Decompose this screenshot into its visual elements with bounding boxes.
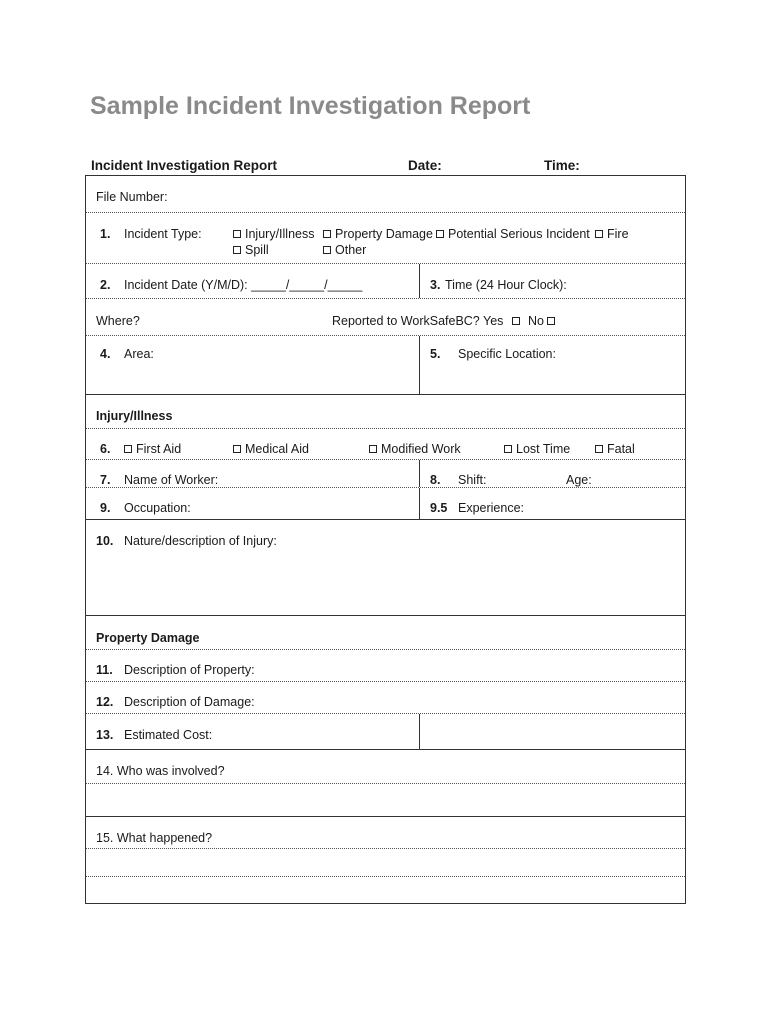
checkbox-icon[interactable] <box>595 445 603 453</box>
property-section-row <box>86 616 685 650</box>
nature-label[interactable]: Nature/description of Injury: <box>124 534 277 548</box>
option-other[interactable]: Other <box>323 243 366 257</box>
incident-form <box>85 175 686 904</box>
who-involved-label: 14. Who was involved? <box>96 764 225 778</box>
checkbox-icon[interactable] <box>547 317 555 325</box>
area-label[interactable]: Area: <box>124 347 154 361</box>
est-cost-num: 13. <box>96 728 114 742</box>
area-num: 4. <box>100 347 111 361</box>
experience-label[interactable]: Experience: <box>458 501 525 515</box>
option-medical-aid[interactable]: Medical Aid <box>233 442 309 456</box>
what-happened-answer-2[interactable] <box>86 877 685 903</box>
file-number-row <box>86 176 685 213</box>
checkbox-icon[interactable] <box>504 445 512 453</box>
option-injury-illness[interactable]: Injury/Illness <box>233 227 314 241</box>
where-label: Where? <box>96 314 140 328</box>
specific-location-num: 5. <box>430 347 441 361</box>
specific-location-label[interactable]: Specific Location: <box>458 347 556 361</box>
desc-property-label[interactable]: Description of Property: <box>124 663 255 677</box>
reported-label: Reported to WorkSafeBC? Yes <box>332 314 504 328</box>
property-section-heading: Property Damage <box>96 631 200 645</box>
incident-date-num: 2. <box>100 278 111 292</box>
what-happened-row <box>86 817 685 849</box>
worker-name-num: 7. <box>100 473 111 487</box>
nature-row <box>86 520 685 616</box>
incident-date-row <box>86 264 685 299</box>
occupation-label[interactable]: Occupation: <box>124 501 191 515</box>
shift-label[interactable]: Shift: <box>458 473 487 487</box>
desc-damage-num: 12. <box>96 695 114 709</box>
option-fire[interactable]: Fire <box>595 227 629 241</box>
file-number-label[interactable]: File Number: <box>96 190 168 204</box>
age-label[interactable]: Age: <box>566 473 592 487</box>
worker-name-label[interactable]: Name of Worker: <box>124 473 219 487</box>
time-label: Time: <box>544 158 580 173</box>
incident-type-row <box>86 213 685 264</box>
checkbox-icon[interactable] <box>233 246 241 254</box>
incident-date-label[interactable]: Incident Date (Y/M/D): _____/_____/_____ <box>124 278 363 292</box>
area-row <box>86 336 685 395</box>
est-cost-label[interactable]: Estimated Cost: <box>124 728 213 742</box>
injury-section-row <box>86 395 685 429</box>
time-24-num: 3. <box>430 278 441 292</box>
who-involved-answer[interactable] <box>86 784 685 817</box>
column-divider <box>419 336 420 394</box>
occupation-row <box>86 488 685 520</box>
checkbox-icon[interactable] <box>595 230 603 238</box>
option-lost-time[interactable]: Lost Time <box>504 442 570 456</box>
desc-property-row <box>86 650 685 682</box>
checkbox-icon[interactable] <box>124 445 132 453</box>
option-first-aid[interactable]: First Aid <box>124 442 181 456</box>
injury-section-heading: Injury/Illness <box>96 409 173 423</box>
occupation-num: 9. <box>100 501 111 515</box>
est-cost-row <box>86 714 685 750</box>
experience-num: 9.5 <box>430 501 448 515</box>
incident-type-num: 1. <box>100 227 111 241</box>
shift-num: 8. <box>430 473 441 487</box>
column-divider <box>419 714 420 749</box>
option-property-damage[interactable]: Property Damage <box>323 227 433 241</box>
column-divider <box>419 488 420 519</box>
desc-property-num: 11. <box>96 663 113 677</box>
nature-num: 10. <box>96 534 114 548</box>
what-happened-label: 15. What happened? <box>96 831 213 845</box>
injury-options-row <box>86 429 685 460</box>
checkbox-icon[interactable] <box>369 445 377 453</box>
injury-options-num: 6. <box>100 442 111 456</box>
where-row <box>86 299 685 336</box>
incident-type-label: Incident Type: <box>124 227 202 241</box>
reported-yes-option[interactable] <box>512 314 524 328</box>
who-involved-row <box>86 750 685 784</box>
checkbox-icon[interactable] <box>233 230 241 238</box>
checkbox-icon[interactable] <box>512 317 520 325</box>
checkbox-icon[interactable] <box>323 230 331 238</box>
option-spill[interactable]: Spill <box>233 243 269 257</box>
desc-damage-row <box>86 682 685 714</box>
worker-name-row <box>86 460 685 488</box>
option-fatal[interactable]: Fatal <box>595 442 635 456</box>
what-happened-answer-1[interactable] <box>86 849 685 877</box>
checkbox-icon[interactable] <box>233 445 241 453</box>
date-label: Date: <box>408 158 442 173</box>
column-divider <box>419 460 420 487</box>
reported-no-option[interactable]: No <box>528 314 559 328</box>
report-label: Incident Investigation Report <box>91 158 278 173</box>
time-24-label[interactable]: Time (24 Hour Clock): <box>445 278 567 292</box>
page-title: Sample Incident Investigation Report <box>90 92 531 120</box>
checkbox-icon[interactable] <box>436 230 444 238</box>
desc-damage-label[interactable]: Description of Damage: <box>124 695 255 709</box>
checkbox-icon[interactable] <box>323 246 331 254</box>
option-modified-work[interactable]: Modified Work <box>369 442 461 456</box>
column-divider <box>419 264 420 298</box>
option-potential-serious[interactable]: Potential Serious Incident <box>436 227 590 241</box>
